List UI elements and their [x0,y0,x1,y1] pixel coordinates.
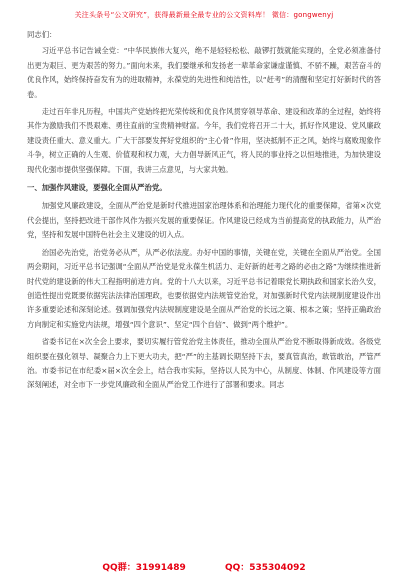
qq-number: QQ：535304092 [224,563,306,573]
section-heading: 一、加强作风建设，要强化全面从严治党。 [27,183,167,193]
paragraph: 走过百年非凡历程，中国共产党始终把光荣传统和优良作风贯穿领导革命、建设和改革的全过程，始终将其作为激励我们不畏艰难、勇往直前的宝贵精神财富。今年，我们党将召开二十大，抓好作风建设、党风廉政建设责任重大、意义重大。广大干部要发挥好党组织的“主心骨”作用，坚决抵制不正之风，始终与腐败现象作斗争，树立正确的人生观、价值观和权力观，大力倡导新风正气，将人民的事业持之以恒地推进，为加快建设现代化强市提供坚强保障。下面，我讲三点意见，与大家共勉。 [27,107,381,174]
greeting: 同志们： [27,30,57,39]
header-notice: 关注头条号“公文研究”，获得最新最全最专业的公文资料库！ 微信：gongwenyj [74,11,334,19]
qq-group: QQ群：31991489 [102,563,186,573]
paragraph: 治国必先治党，治党务必从严，从严必依法度。办好中国的事情，关键在党，关键在全面从严治党。全国两会期间，习近平总书记强调“全面从严治党是党永葆生机活力、走好新的赶考之路的必由之路”为继续推进新时代党的建设新的伟大工程指明前进方向。党的十八大以来，习近平总书记着眼党长期执政和国家长治久安，创造性提出党既要依据宪法法律治国理政，也要依据党内法规管党治党，对加强新时代党内法规制度建设作出许多重要论述和深刻论述。强调加强党内法规制度建设是全面从严治党的长远之策、根本之策；坚持正确政治方向制定和实施党内法规，增强“四个意识”、坚定“四个自信”、做到“两个维护”。 [27,247,381,329]
paragraph: 加强党风廉政建设，全面从严治党是新时代推进国家治理体系和治理能力现代化的重要保障，省第×次党代会提出，坚持把改进干部作风作为振兴发展的重要保证。作风建设已经成为当前提高党的执政能力，从严治党，坚持和发展中国特色社会主义建设的切入点。 [27,201,381,240]
paragraph: 省委书记在×次全会上要求，要切实履行管党治党主体责任，推动全面从严治党不断取得新成效。各级党组织要在强化领导、凝聚合力上下更大功夫，把“严”的主基调长期坚持下去，要真管真治，敢管敢治，严管严治。市委书记在市纪委×届×次全会上，结合我市实际，坚持以人民为中心，从制度、体制、作风建设等方面深刻阐述，对全市下一步党风廉政和全面从严治党工作进行了部署和要求。同志 [27,337,381,390]
paragraph: 习近平总书记告诫全党：“中华民族伟大复兴，绝不是轻轻松松、敲锣打鼓就能实现的，全党必须准备付出更为艰巨、更为艰苦的努力。”面向未来，我们要继承和发扬老一辈革命家谦虚谨慎、不骄不躁，艰苦奋斗的优良作风，始终保持奋发有为的进取精神，永葆党的先进性和纯洁性，以“赶考”的清醒和坚定打好新时代的答卷。 [27,46,381,99]
footer-contact [0,560,408,573]
document-body [27,28,381,396]
